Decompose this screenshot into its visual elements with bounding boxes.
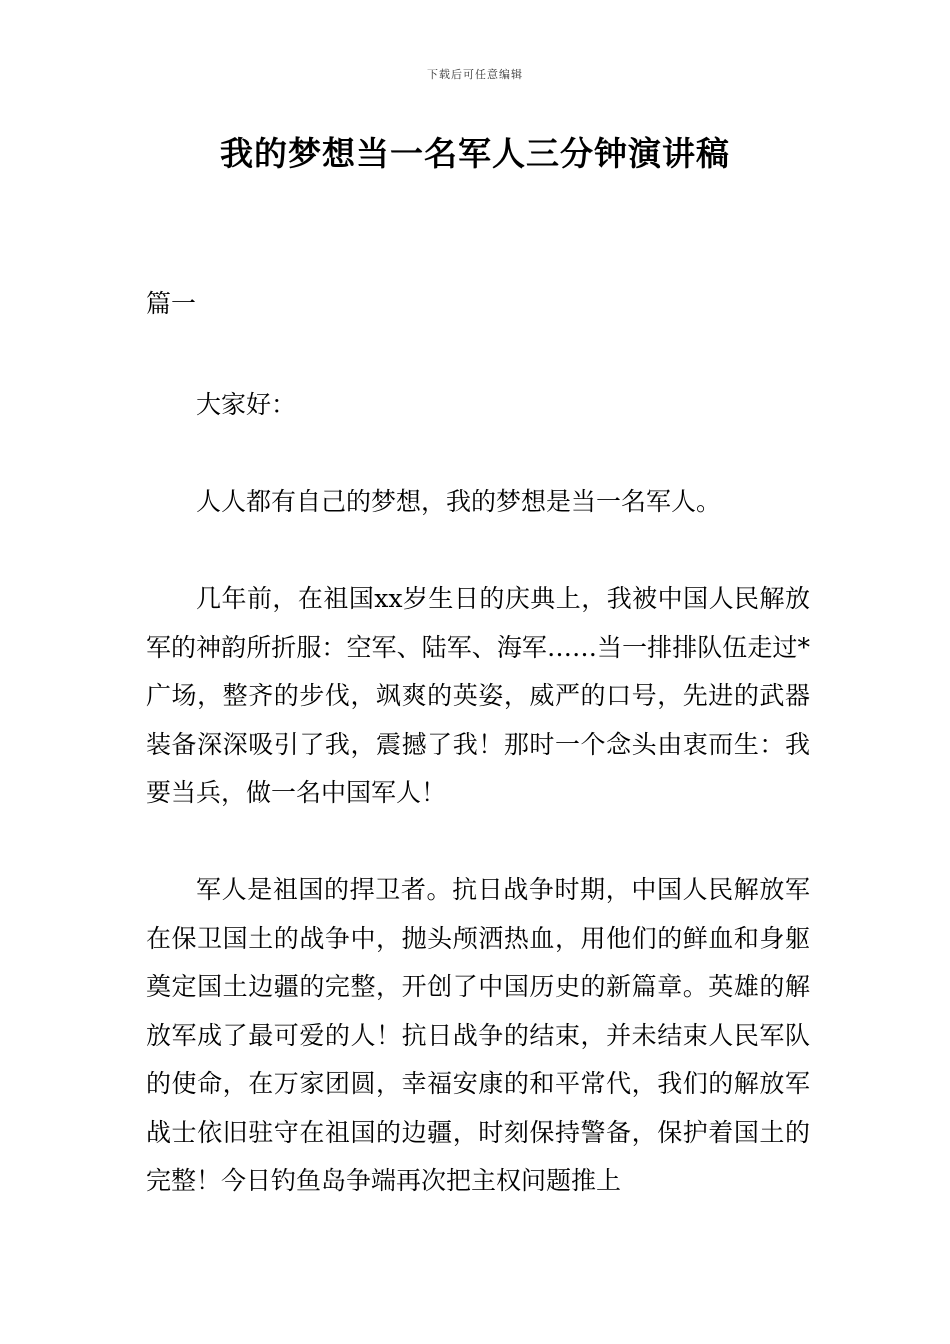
section-label: 篇一 [146, 289, 197, 318]
paragraph-greeting: 大家好： [196, 390, 297, 419]
paragraph-dream: 人人都有自己的梦想，我的梦想是当一名军人。 [196, 487, 722, 516]
paragraph-memory: 几年前，在祖国xx岁生日的庆典上，我被中国人民解放军的神韵所折服：空军、陆军、海军……当一排排队伍走过*广场，整齐的步伐，飒爽的英姿，威严的口号，先进的武器装备深深吸引了我，震撼了我！那时一个念头由衷而生：我要当兵，做一名中国军人！ [146, 584, 810, 807]
paragraph-soldier: 军人是祖国的捍卫者。抗日战争时期，中国人民解放军在保卫国土的战争中，抛头颅洒热血，用他们的鲜血和身躯奠定国土边疆的完整，开创了中国历史的新篇章。英雄的解放军成了最可爱的人！抗日战争的结束，并未结束人民军队的使命，在万家团圆，幸福安康的和平常代，我们的解放军战士依旧驻守在祖国的边疆，时刻保持警备，保护着国土的完整！今日钓鱼岛争端再次把主权问题推上 [146, 875, 810, 1195]
document-title: 我的梦想当一名军人三分钟演讲稿 [220, 134, 730, 173]
header-note: 下载后可任意编辑 [427, 68, 523, 81]
